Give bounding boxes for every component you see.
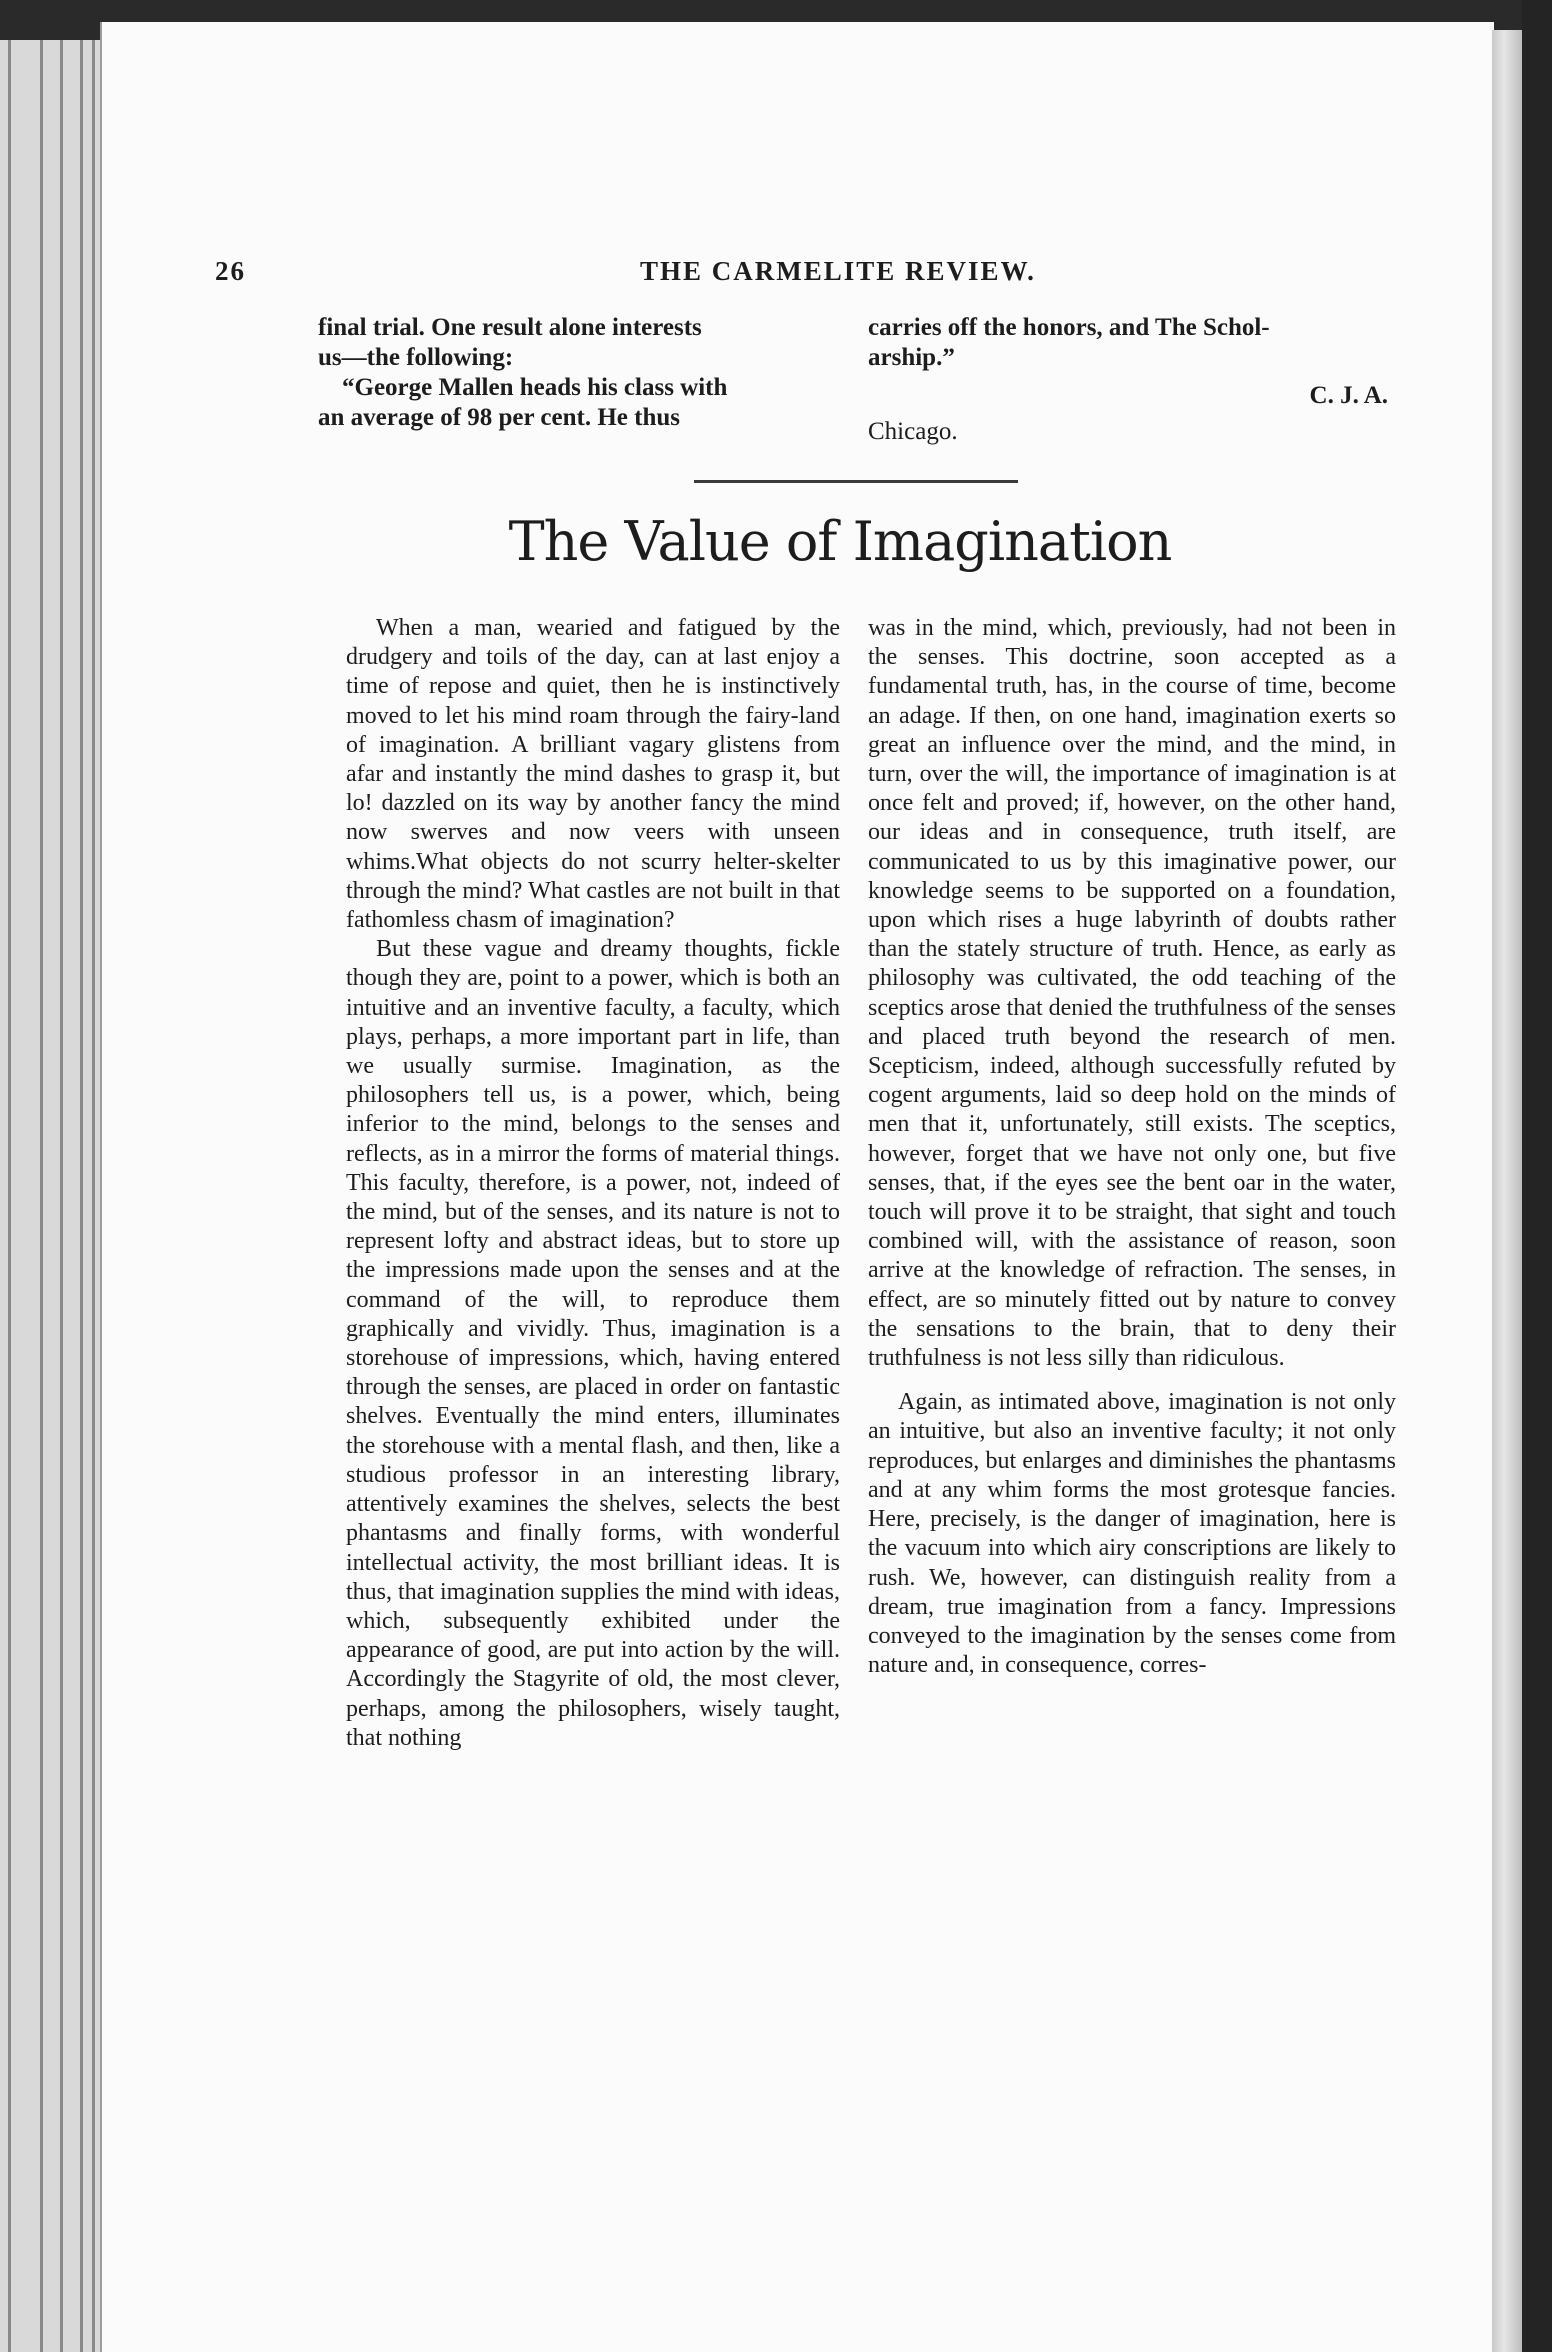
text-line: “George Mallen heads his class with	[342, 374, 728, 401]
author-signature: C. J. A.	[1309, 382, 1388, 409]
article-left-column	[346, 614, 840, 1753]
text-line: an average of 98 per cent. He thus	[318, 404, 680, 431]
page-header	[215, 256, 1315, 296]
paragraph: was in the mind, which, previously, had not been in the senses. This doctrine, soon accepted as a fundamental truth, has, in the course of time, become an adage. If then, on one hand, imagination exerts so great an influence over the mind, and the mind, in turn, over the will, the importance of imagination is at once felt and proved; if, however, on the other hand, our ideas and in consequence, truth itself, are communicated to us by this imaginative power, our knowledge seems to be supported on a foundation, upon which rises a huge labyrinth of doubts rather than the stately structure of truth. Hence, as early as philosophy was cultivated, the odd teaching of the sceptics arose that denied the truthfulness of the senses and placed truth beyond the research of men. Scepticism, indeed, although successfully refuted by cogent arguments, laid so deep hold on the minds of men that it, unfortunately, still exists. The sceptics, however, forget that we have not only one, but five senses, that, if the eyes see the bent oar in the water, touch will prove it to be straight, that sight and touch combined will, with the assistance of reason, soon arrive at the knowledge of refraction. The senses, in effect, are so minutely fitted out by nature to convey the sensations to the brain, that to deny their truthfulness is not less silly than ridiculous.	[868, 615, 1396, 1372]
previous-article-left-column	[318, 313, 836, 433]
paragraph: But these vague and dreamy thoughts, fickle though they are, point to a power, which is both an intuitive and an inventive faculty, a faculty, which plays, perhaps, a more important part in life, than we usually surmise. Imagination, as the philosophers tell us, is a power, which, being inferior to the mind, belongs to the senses and reflects, as in a mirror the forms of material things. This faculty, therefore, is a power, not, indeed of the mind, but of the senses, and its nature is not to represent lofty and abstract ideas, but to store up the impressions made upon the senses and at the command of the will, to reproduce them graphically and vividly. Thus, imagination is a storehouse of impressions, which, having entered through the senses, are placed in order on fantastic shelves. Eventually the mind enters, illuminates the storehouse with a mental flash, and then, like a studious professor in an interesting library, attentively examines the shelves, selects the best phantasms and finally forms, with wonderful intellectual activity, the most brilliant ideas. It is thus, that imagination supplies the mind with ideas, which, subsequently exhibited under the appearance of good, are put into action by the will. Accordingly the Stagyrite of old, the most clever, perhaps, among the philosophers, wisely taught, that nothing	[346, 936, 840, 1751]
text-line: arship.”	[868, 344, 955, 371]
paragraph: When a man, wearied and fatigued by the drudgery and toils of the day, can at last enjoy a time of repose and quiet, then he is instinctively moved to let his mind roam through the fairy-land of imagination. A brilliant vagary glistens from afar and instantly the mind dashes to grasp it, but lo! dazzled on its way by another fancy the mind now swerves and now veers with unseen whims.What objects do not scurry helter-skelter through the mind? What castles are not built in that fathomless chasm of imagination?	[346, 615, 840, 934]
page-edge	[80, 40, 83, 2352]
page-gutter-shadow	[1492, 30, 1522, 2352]
page-edge	[8, 40, 11, 2352]
page-edge	[60, 40, 63, 2352]
book-page-stack	[0, 40, 110, 2352]
running-title: THE CARMELITE REVIEW.	[640, 256, 1036, 286]
article-title: The Value of Imagination	[508, 510, 1172, 573]
text-line: us—the following:	[318, 344, 514, 371]
page-edge	[92, 40, 95, 2352]
text-line: carries off the honors, and The Schol-	[868, 314, 1270, 341]
paragraph: Again, as intimated above, imagination is not only an intuitive, but also an inventive faculty; it not only reproduces, but enlarges and diminishes the phantasms and at any whim forms the most grotesque fancies. Here, precisely, is the danger of imagination, here is the vacuum into which airy conscriptions are likely to rush. We, however, can distinguish reality from a dream, true imagination from a fancy. Impressions conveyed to the imagination by the senses come from nature and, in consequence, corres-	[868, 1389, 1396, 1679]
page-number: 26	[215, 256, 246, 286]
text-line: final trial. One result alone interests	[318, 314, 702, 341]
scan-border	[1522, 0, 1552, 2352]
article-right-column	[868, 614, 1396, 1680]
section-divider	[694, 480, 1018, 483]
author-place: Chicago.	[868, 418, 958, 445]
page-edge	[40, 40, 43, 2352]
previous-article-right-column	[868, 313, 1388, 447]
